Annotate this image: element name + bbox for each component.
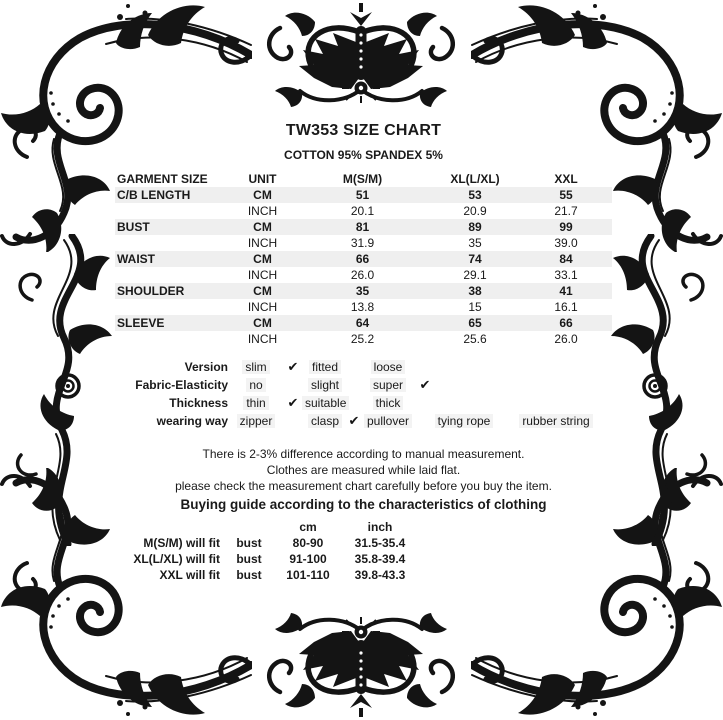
attribute-label: Fabric-Elasticity	[135, 378, 228, 392]
fabric-composition: COTTON 95% SPANDEX 5%	[284, 148, 443, 162]
table-cell: 25.2	[350, 332, 375, 346]
fit-cell: 39.8-43.3	[354, 568, 406, 582]
attribute-option: thick	[360, 396, 416, 410]
table-cell: INCH	[247, 236, 278, 250]
table-row	[115, 251, 612, 267]
fit-header-cell-cm: cm	[299, 520, 317, 534]
fit-cell: bust	[236, 568, 262, 582]
attribute-row-thickness	[80, 394, 598, 412]
table-cell: 41	[559, 284, 573, 298]
table-cell: 31.9	[350, 236, 375, 250]
table-cell: C/B LENGTH	[117, 188, 191, 202]
table-cell: 89	[468, 220, 482, 234]
table-cell: 51	[355, 188, 370, 202]
table-cell: 38	[468, 284, 482, 298]
attribute-label: Thickness	[169, 396, 228, 410]
table-cell: CM	[253, 220, 272, 234]
table-cell: CM	[253, 252, 272, 266]
table-cell: 20.1	[350, 204, 375, 218]
fit-cell: 101-110	[286, 568, 330, 582]
table-row	[115, 187, 612, 203]
table-cell: SLEEVE	[117, 316, 165, 330]
fit-table-row	[108, 567, 422, 583]
table-cell: INCH	[247, 332, 278, 346]
attribute-row-elasticity	[80, 376, 598, 394]
table-cell: 15	[468, 300, 482, 314]
column-header-xxl: XXL	[554, 172, 578, 186]
table-cell: 99	[559, 220, 573, 234]
fit-cell: M(S/M) will fit	[143, 536, 220, 550]
fit-cell: bust	[236, 536, 262, 550]
attribute-option: slight	[302, 378, 348, 392]
attribute-option: super	[360, 378, 416, 392]
table-cell: SHOULDER	[117, 284, 185, 298]
attribute-label: wearing way	[156, 414, 228, 428]
table-row	[115, 219, 612, 235]
column-header-xl: XL(L/XL)	[450, 172, 500, 186]
column-header-garment-size: GARMENT SIZE	[117, 172, 208, 186]
table-cell: 16.1	[554, 300, 578, 314]
garment-attributes	[80, 358, 598, 430]
attribute-label: Version	[184, 360, 228, 374]
fit-cell: XXL will fit	[159, 568, 220, 582]
table-cell: 64	[355, 316, 370, 330]
table-cell: 81	[355, 220, 370, 234]
checkmark-icon: ✔	[419, 377, 431, 392]
attribute-option: tying rope	[434, 414, 494, 428]
table-cell: 74	[468, 252, 482, 266]
table-row	[115, 283, 612, 299]
attribute-row-wearing-way	[80, 412, 598, 430]
measurement-notes	[115, 446, 612, 514]
table-cell: 21.7	[554, 204, 578, 218]
table-cell: 39.0	[554, 236, 578, 250]
fit-cell: 80-90	[292, 536, 324, 550]
table-cell: 84	[559, 252, 573, 266]
table-row	[115, 235, 612, 251]
table-cell: 65	[468, 316, 482, 330]
table-cell: 53	[468, 188, 482, 202]
table-cell: 66	[355, 252, 370, 266]
table-row	[115, 203, 612, 219]
attribute-option: no	[228, 378, 284, 392]
attribute-row-version	[80, 358, 598, 376]
fit-cell: 31.5-35.4	[354, 536, 406, 550]
table-cell: INCH	[247, 268, 278, 282]
fit-cell: 91-100	[289, 552, 327, 566]
attribute-option: clasp	[302, 414, 348, 428]
table-cell: CM	[253, 316, 272, 330]
fit-guide-table	[108, 519, 422, 583]
table-row	[115, 267, 612, 283]
attribute-option: pullover	[360, 414, 416, 428]
table-row	[115, 331, 612, 347]
table-cell: 35	[355, 284, 370, 298]
checkmark-icon: ✔	[287, 359, 299, 374]
table-row	[115, 315, 612, 331]
table-cell: 26.0	[350, 268, 375, 282]
table-cell: CM	[253, 188, 272, 202]
table-cell: 20.9	[463, 204, 487, 218]
checkmark-icon: ✔	[287, 395, 299, 410]
table-cell: CM	[253, 284, 272, 298]
page-title: TW353 SIZE CHART	[285, 122, 442, 139]
attribute-option: fitted	[302, 360, 348, 374]
attribute-option: loose	[360, 360, 416, 374]
column-header-unit: UNIT	[248, 172, 277, 186]
attribute-option: suitable	[302, 396, 348, 410]
table-cell: 33.1	[554, 268, 578, 282]
fit-table-row	[108, 551, 422, 567]
table-cell: 29.1	[463, 268, 487, 282]
table-header-row	[115, 171, 612, 187]
table-cell: WAIST	[117, 252, 155, 266]
attribute-option: zipper	[228, 414, 284, 428]
table-row	[115, 299, 612, 315]
table-cell: INCH	[247, 204, 278, 218]
fit-table-row	[108, 535, 422, 551]
fit-cell: XL(L/XL) will fit	[133, 552, 220, 566]
checkmark-icon: ✔	[348, 413, 360, 428]
table-cell: 13.8	[350, 300, 375, 314]
table-cell: 66	[559, 316, 573, 330]
buying-guide-title: Buying guide according to the characteristics of clothing	[180, 497, 547, 512]
garment-size-table	[115, 171, 612, 347]
table-cell: 25.6	[463, 332, 487, 346]
table-cell: INCH	[247, 300, 278, 314]
table-cell: 26.0	[554, 332, 578, 346]
note-line: please check the measurement chart carefully before you buy the item.	[175, 479, 552, 493]
table-cell: 55	[559, 188, 573, 202]
note-line: There is 2-3% difference according to manual measurement.	[202, 447, 525, 461]
fit-header-cell-inch: inch	[367, 520, 393, 534]
attribute-option: rubber string	[514, 414, 598, 428]
fit-cell: 35.8-39.4	[354, 552, 406, 566]
attribute-option: thin	[228, 396, 284, 410]
fit-table-header-row	[108, 519, 422, 535]
note-line: Clothes are measured while laid flat.	[266, 463, 461, 477]
attribute-option: slim	[228, 360, 284, 374]
column-header-m: M(S/M)	[342, 172, 383, 186]
fit-cell: bust	[236, 552, 262, 566]
table-cell: 35	[468, 236, 482, 250]
table-cell: BUST	[117, 220, 150, 234]
